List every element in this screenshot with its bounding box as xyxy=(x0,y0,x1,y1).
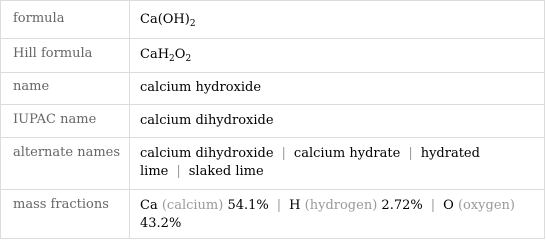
element-fraction: 43.2% xyxy=(140,216,182,231)
element-symbol: O xyxy=(443,198,454,213)
row-label: mass fractions xyxy=(13,197,109,212)
element-name: (calcium) xyxy=(161,198,224,213)
element-name: (hydrogen) xyxy=(304,198,378,213)
element-symbol: H xyxy=(289,198,301,213)
separator: | xyxy=(276,198,282,213)
hill-formula-value: $CaH_2O_2$ xyxy=(140,47,192,64)
alternate-name: hydrated lime xyxy=(140,146,480,179)
alternate-name: calcium dihydroxide xyxy=(140,146,274,161)
row-label: formula xyxy=(13,11,65,26)
element-name: (oxygen) xyxy=(457,198,515,213)
separator: | xyxy=(430,198,436,213)
table-row-name xyxy=(1,73,544,105)
row-label: IUPAC name xyxy=(13,112,97,127)
element-fraction: 2.72% xyxy=(381,198,423,213)
table-row-mass-fractions xyxy=(1,190,544,240)
table-row-iupac-name xyxy=(1,105,544,138)
row-label: Hill formula xyxy=(13,46,93,61)
table-row-alternate-names xyxy=(1,138,544,190)
iupac-name-value: calcium dihydroxide xyxy=(140,113,274,128)
table-row-formula xyxy=(1,1,544,39)
row-label: alternate names xyxy=(13,145,121,160)
name-value: calcium hydroxide xyxy=(140,80,262,95)
formula-value: $Ca(OH)_2$ xyxy=(140,12,196,29)
separator: | xyxy=(281,146,286,161)
alternate-name: slaked lime xyxy=(188,164,264,179)
alternate-name: calcium hydrate xyxy=(293,146,401,161)
element-fraction: 54.1% xyxy=(227,198,269,213)
separator: | xyxy=(176,164,181,179)
separator: | xyxy=(408,146,413,161)
table-row-hill-formula xyxy=(1,39,544,73)
row-label: name xyxy=(13,79,50,94)
mass-fractions-value xyxy=(140,197,536,233)
element-symbol: Ca xyxy=(140,198,158,213)
alternate-names-value xyxy=(140,145,536,181)
